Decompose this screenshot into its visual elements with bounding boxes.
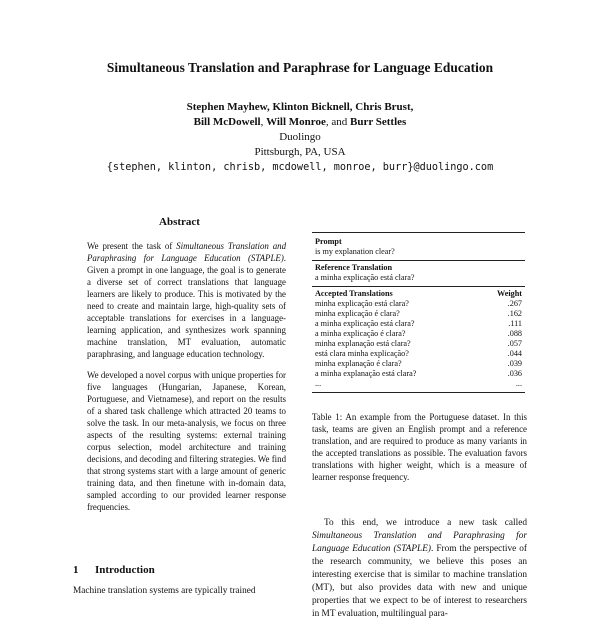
translation-text: minha explicação é clara? [315, 309, 400, 318]
location: Pittsburgh, PA, USA [254, 146, 346, 158]
table-accepted-section [312, 287, 525, 392]
author-block [0, 100, 600, 175]
table-reference-section [312, 261, 525, 287]
right-par-rest: . From the perspective of the research community, we believe this poses an interesting exercise that is similar to machine translation (MT), but also provides data with new and unique properties that we expect to be of interest to researchers in MT evaluation, multilingual para- [312, 544, 527, 619]
translation-text: a minha explicação é clara? [315, 329, 406, 338]
author-settles: Burr Settles [350, 116, 407, 128]
author-mcdowell: Bill McDowell [193, 116, 261, 128]
table-row [312, 339, 525, 349]
abstract-p1-start: We present the task of [87, 241, 177, 251]
table-row [312, 349, 525, 359]
paper-title: Simultaneous Translation and Paraphrase for Language Education [106, 60, 494, 75]
table-prompt-section [312, 235, 525, 261]
translation-text: minha explanação está clara? [315, 339, 411, 348]
translation-weight: .267 [507, 299, 522, 308]
translation-weight: .088 [507, 329, 522, 338]
author-separator-and: , and [325, 116, 350, 128]
table-weight-label: Weight [496, 289, 522, 298]
abstract-heading: Abstract [159, 216, 200, 228]
table-row [312, 329, 525, 339]
right-par-start: To this end, we introduce a new task called [324, 518, 527, 528]
translation-text: ... [315, 379, 322, 388]
right-column [312, 232, 527, 630]
translation-weight: .057 [507, 339, 522, 348]
author-monroe: Will Monroe [266, 116, 326, 128]
right-task-name: Simultaneous Translation and Paraphrasing for Language Education (STAPLE) [312, 531, 527, 554]
authors-line-2 [0, 115, 600, 130]
table-reference-text: a minha explicação está clara? [315, 273, 415, 282]
table-accepted-header [312, 289, 525, 299]
translation-weight: .111 [508, 319, 522, 328]
table-prompt-label: Prompt [315, 237, 342, 246]
table-row [312, 359, 525, 369]
translation-weight: .044 [507, 349, 522, 358]
table-caption: Table 1: An example from the Portuguese dataset. In this task, teams are given an English prompt and a reference translation, and are required to produce as many variants in the accepted translations as possible. The evaluation favors translations with higher weight, which is a measure of learner response frequency. [312, 412, 527, 482]
section-heading-introduction [73, 564, 155, 576]
translation-text: minha explanação é clara? [315, 359, 402, 368]
translation-weight: ... [515, 379, 522, 388]
section-title: Introduction [95, 564, 155, 576]
authors-line-1: Stephen Mayhew, Klinton Bicknell, Chris Brust, [186, 101, 414, 113]
table-row [312, 319, 525, 329]
table-row [312, 369, 525, 379]
table-reference-label: Reference Translation [315, 263, 393, 272]
author-emails: {stephen, klinton, chrisb, mcdowell, monroe, burr}@duolingo.com [106, 162, 494, 173]
right-paragraph [312, 517, 527, 621]
affiliation: Duolingo [279, 131, 321, 143]
table-row [312, 309, 525, 319]
translation-text: a minha explicação está clara? [315, 319, 415, 328]
left-column [73, 216, 286, 513]
abstract-p1-rest: . Given a prompt in one language, the goal is to generate a diverse set of correct translations that language learners are likely to produce. This is motivated by the need to create and maintain large, high-quality sets of acceptable translations for exercises in a language-learning application, and synthesizes work spanning machine translation, MT evaluation, automatic paraphrasing, and language education technology. [87, 253, 286, 359]
author-separator: , [260, 116, 267, 128]
table-row [312, 299, 525, 309]
table-row [312, 379, 525, 389]
abstract-paragraph-1 [87, 240, 286, 360]
section-number: 1 [73, 564, 79, 576]
abstract-paragraph-2: We developed a novel corpus with unique properties for five languages (Hungarian, Japanese, Korean, Portuguese, and Vietnamese), and report on the results of a shared task challenge which attracted 20 teams to solve the task. In our meta-analysis, we focus on three aspects of the resulting systems: external training corpus selection, model architecture and training decisions, and decoding and filtering strategies. We find that strong systems start with a large amount of generic training data, and then finetune with in-domain data, sampled according to our provided learner response frequencies. [87, 370, 287, 512]
table-rows [312, 299, 525, 389]
table-prompt-text: is my explanation clear? [315, 247, 395, 256]
example-table [312, 232, 525, 393]
translation-weight: .162 [507, 309, 522, 318]
translation-text: está clara minha explicação? [315, 349, 409, 358]
abstract-task-name: Simultaneous Translation and Paraphrasing for Language Education (STAPLE) [87, 241, 287, 263]
table-accepted-label: Accepted Translations [315, 289, 393, 298]
intro-text: Machine translation systems are typically trained [73, 586, 256, 596]
translation-text: minha explicação está clara? [315, 299, 409, 308]
translation-weight: .036 [507, 369, 522, 378]
translation-weight: .039 [507, 359, 522, 368]
translation-text: a minha explanação está clara? [315, 369, 417, 378]
